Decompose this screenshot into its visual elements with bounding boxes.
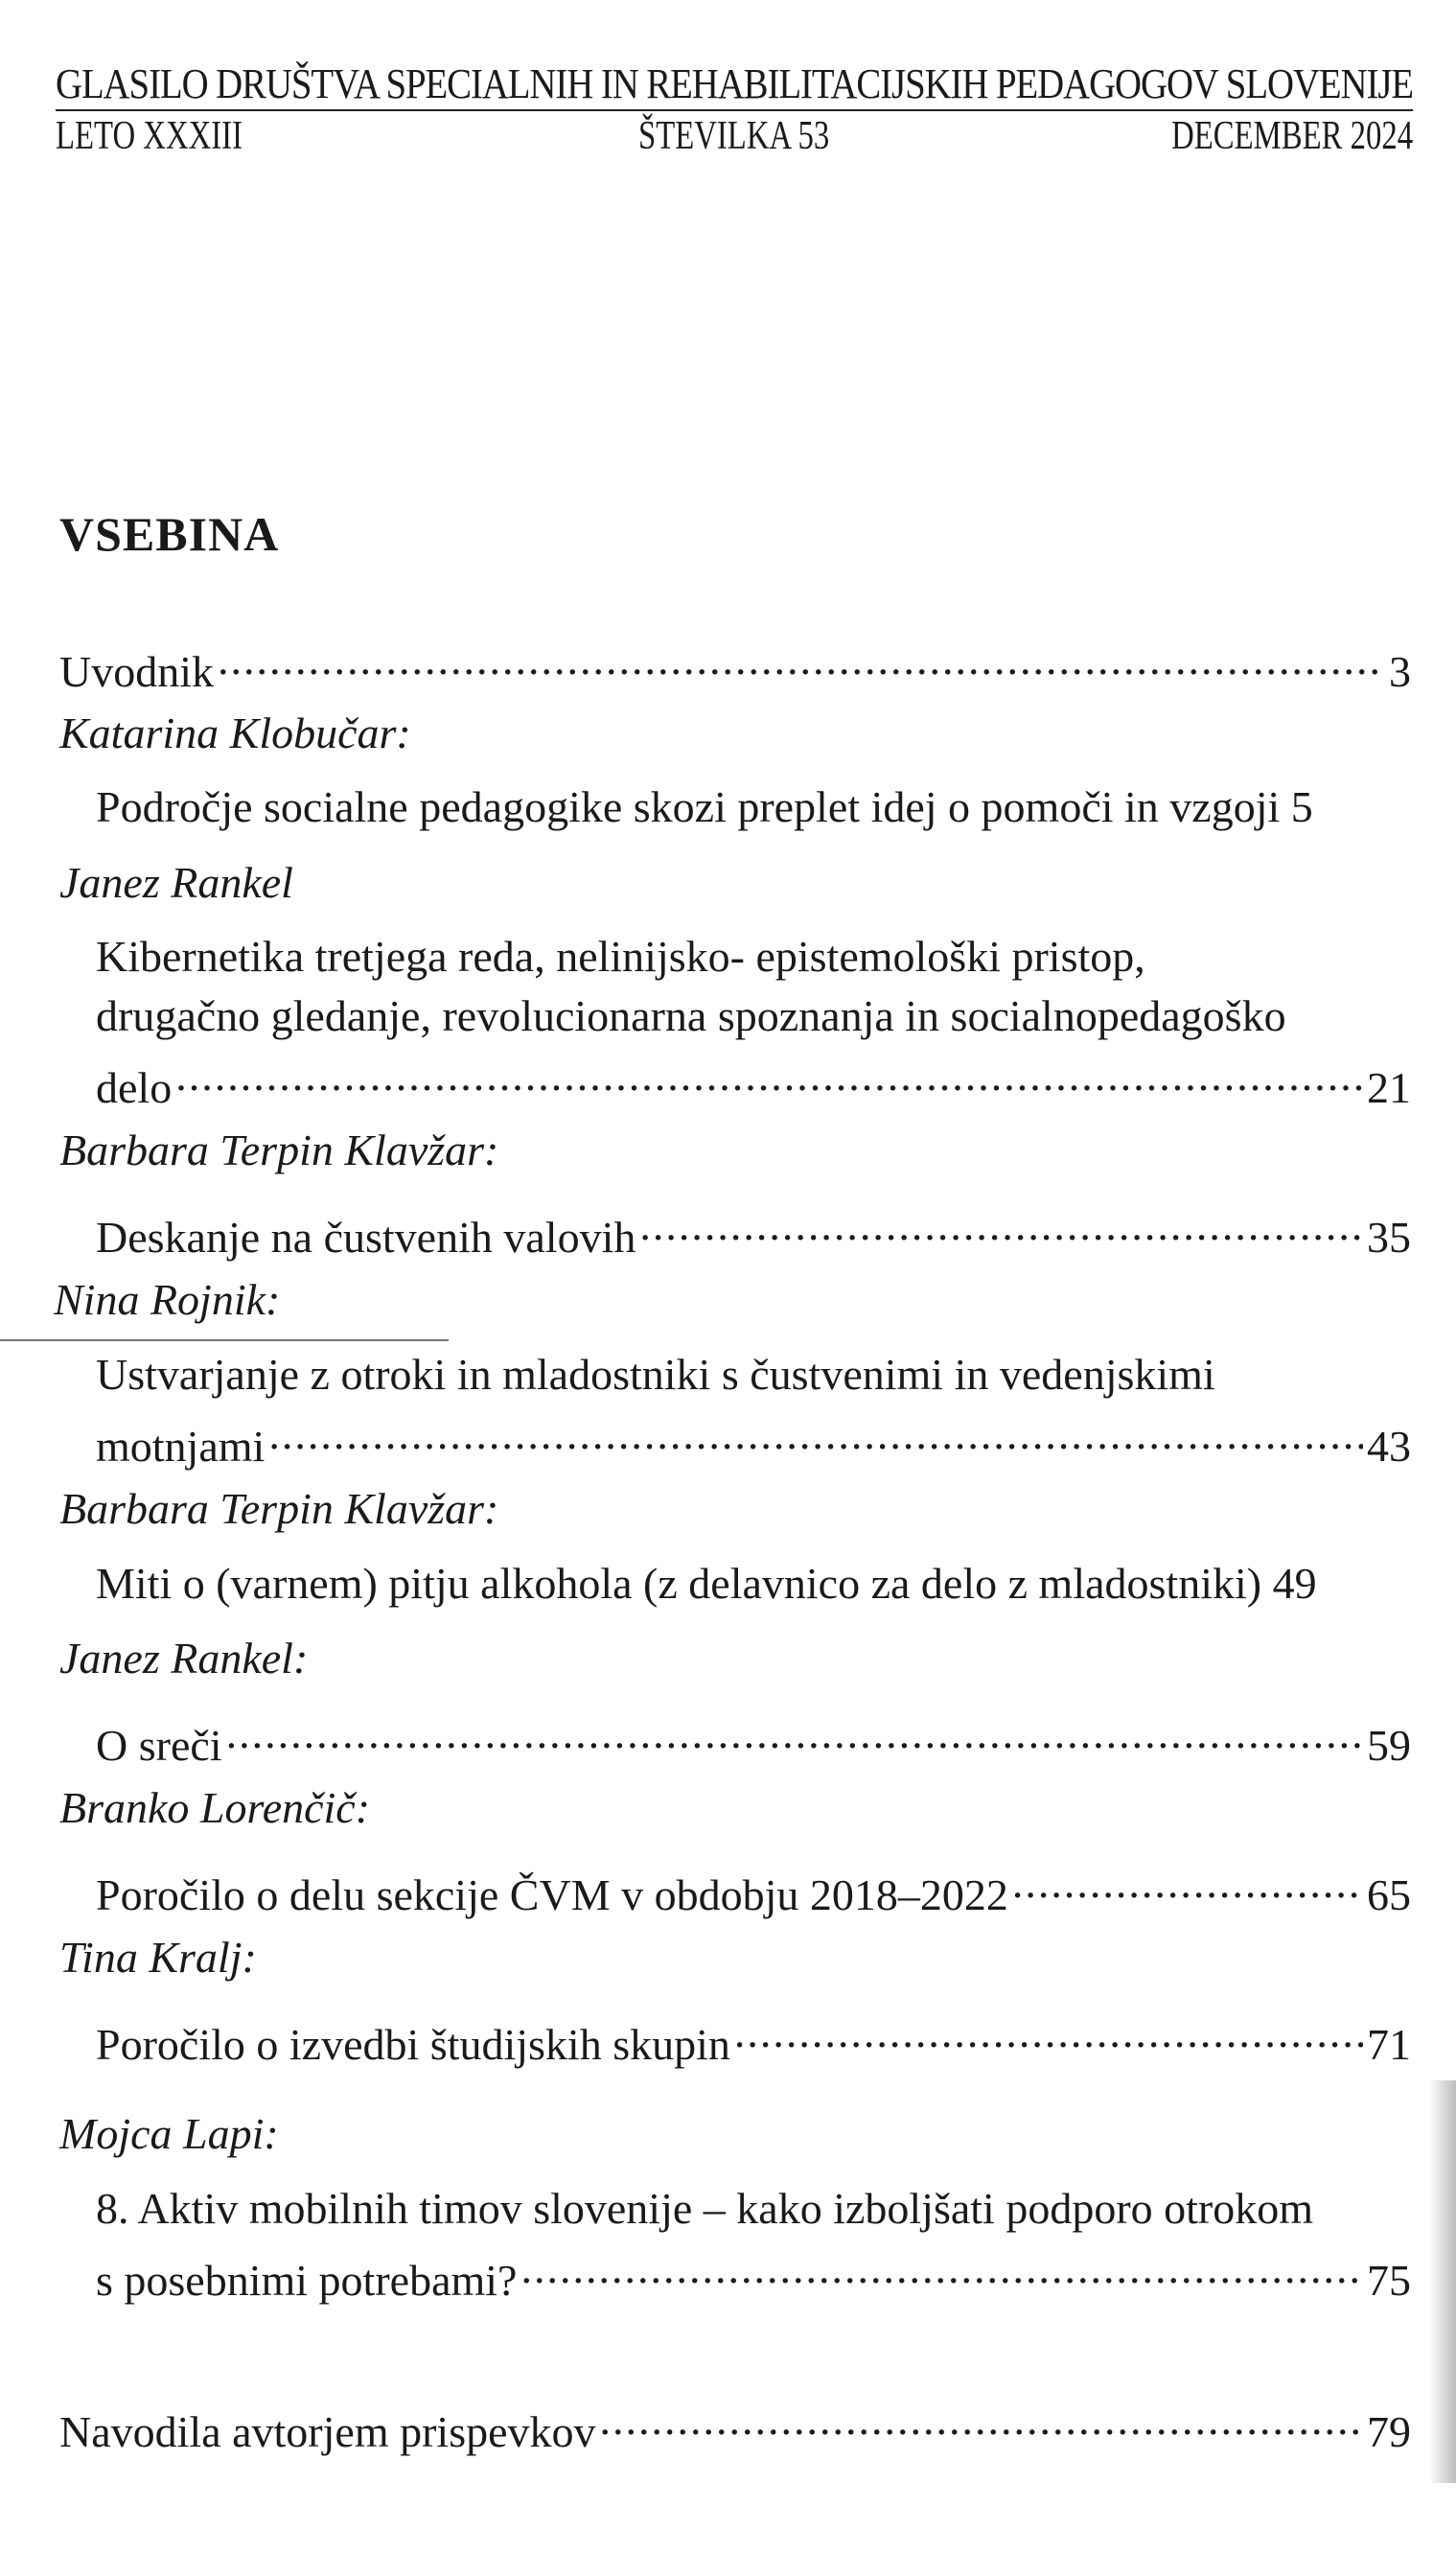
toc-entry-page: 75 — [1367, 2256, 1411, 2305]
toc-entry-title: drugačno gledanje, revolucionarna spoznanja in socialnopedagoško — [96, 991, 1286, 1040]
toc-entry-page: 43 — [1367, 1422, 1411, 1471]
toc-author: Barbara Terpin Klavžar: — [59, 1126, 499, 1174]
toc-author: Mojca Lapi: — [59, 2109, 279, 2158]
toc-entry-title: Poročilo o izvedbi študijskih skupin — [96, 2020, 730, 2069]
toc-entry-title: Miti o (varnem) pitju alkohola (z delavnico za delo z mladostniki) 49 — [96, 1559, 1317, 1608]
toc-entry-page: 65 — [1367, 1870, 1411, 1919]
toc-entry-title: Navodila avtorjem prispevkov — [59, 2407, 596, 2456]
toc-entry-title: O sreči — [96, 1721, 222, 1770]
toc-entry-title: Ustvarjanje z otroki in mladostniki s čustvenimi in vedenjskimi — [96, 1350, 1215, 1399]
issue-year: LETO XXXIII — [56, 114, 243, 158]
journal-masthead: GLASILO DRUŠTVA SPECIALNIH IN REHABILITACIJSKIH PEDAGOGOV SLOVENIJE — [56, 60, 1414, 107]
leader-dots — [520, 2241, 1363, 2295]
toc-entry-title: s posebnimi potrebami? — [96, 2256, 518, 2305]
toc-entry-title: Deskanje na čustvenih valovih — [96, 1213, 636, 1262]
issue-number: ŠTEVILKA 53 — [638, 114, 830, 158]
toc-entry — [59, 1198, 1411, 1265]
leader-dots — [600, 2393, 1363, 2447]
toc-entry — [59, 2241, 1411, 2308]
toc-entry — [59, 1049, 1411, 1115]
leader-dots — [734, 2006, 1363, 2059]
toc-entry — [59, 1407, 1411, 1474]
leader-dots — [175, 1049, 1363, 1102]
toc-entry-title: 8. Aktiv mobilnih timov slovenije – kako izboljšati podporo otrokom — [96, 2184, 1314, 2233]
leader-dots — [218, 633, 1385, 686]
contents-title: VSEBINA — [59, 507, 280, 561]
toc-entry-page: 59 — [1367, 1721, 1411, 1770]
toc-entry-page: 3 — [1389, 647, 1411, 696]
toc-entry-title: Uvodnik — [59, 647, 214, 696]
toc-author: Tina Kralj: — [59, 1933, 257, 1982]
issue-date: DECEMBER 2024 — [1170, 114, 1413, 158]
leader-dots — [639, 1198, 1363, 1252]
toc-entry-title: delo — [96, 1063, 173, 1112]
toc-entry-uvodnik — [59, 633, 1411, 699]
toc-entry — [59, 1856, 1411, 1922]
toc-entry — [59, 1706, 1411, 1773]
issue-info — [56, 113, 1413, 161]
toc-entry-navodila — [59, 2393, 1411, 2459]
toc-author: Janez Rankel — [59, 858, 293, 907]
toc-entry-title: Področje socialne pedagogike skozi preplet idej o pomoči in vzgoji 5 — [96, 782, 1313, 831]
toc-entry-title: Kibernetika tretjega reda, nelinijsko- epistemološki pristop, — [96, 932, 1145, 981]
toc-entry-title: motnjami — [96, 1422, 266, 1471]
toc-entry-page: 35 — [1367, 1213, 1411, 1262]
toc-entry-page: 71 — [1367, 2020, 1411, 2069]
header-rule — [56, 109, 1413, 111]
toc-author: Katarina Klobučar: — [59, 708, 411, 757]
leader-dots — [1012, 1856, 1363, 1910]
toc-entry-page: 79 — [1367, 2407, 1411, 2456]
scan-edge-shadow — [1429, 2080, 1456, 2483]
toc-entry-title: Poročilo o delu sekcije ČVM v obdobju 2018–2022 — [96, 1870, 1008, 1919]
toc-author: Janez Rankel: — [59, 1634, 309, 1683]
toc-entry-page: 21 — [1367, 1063, 1411, 1112]
leader-dots — [226, 1706, 1363, 1760]
leader-dots — [268, 1407, 1363, 1461]
pen-mark-line — [0, 1339, 449, 1341]
toc-author: Barbara Terpin Klavžar: — [59, 1484, 499, 1533]
toc-author: Nina Rojnik: — [54, 1275, 281, 1324]
toc-entry — [59, 2006, 1411, 2072]
toc-author: Branko Lorenčič: — [59, 1783, 371, 1832]
